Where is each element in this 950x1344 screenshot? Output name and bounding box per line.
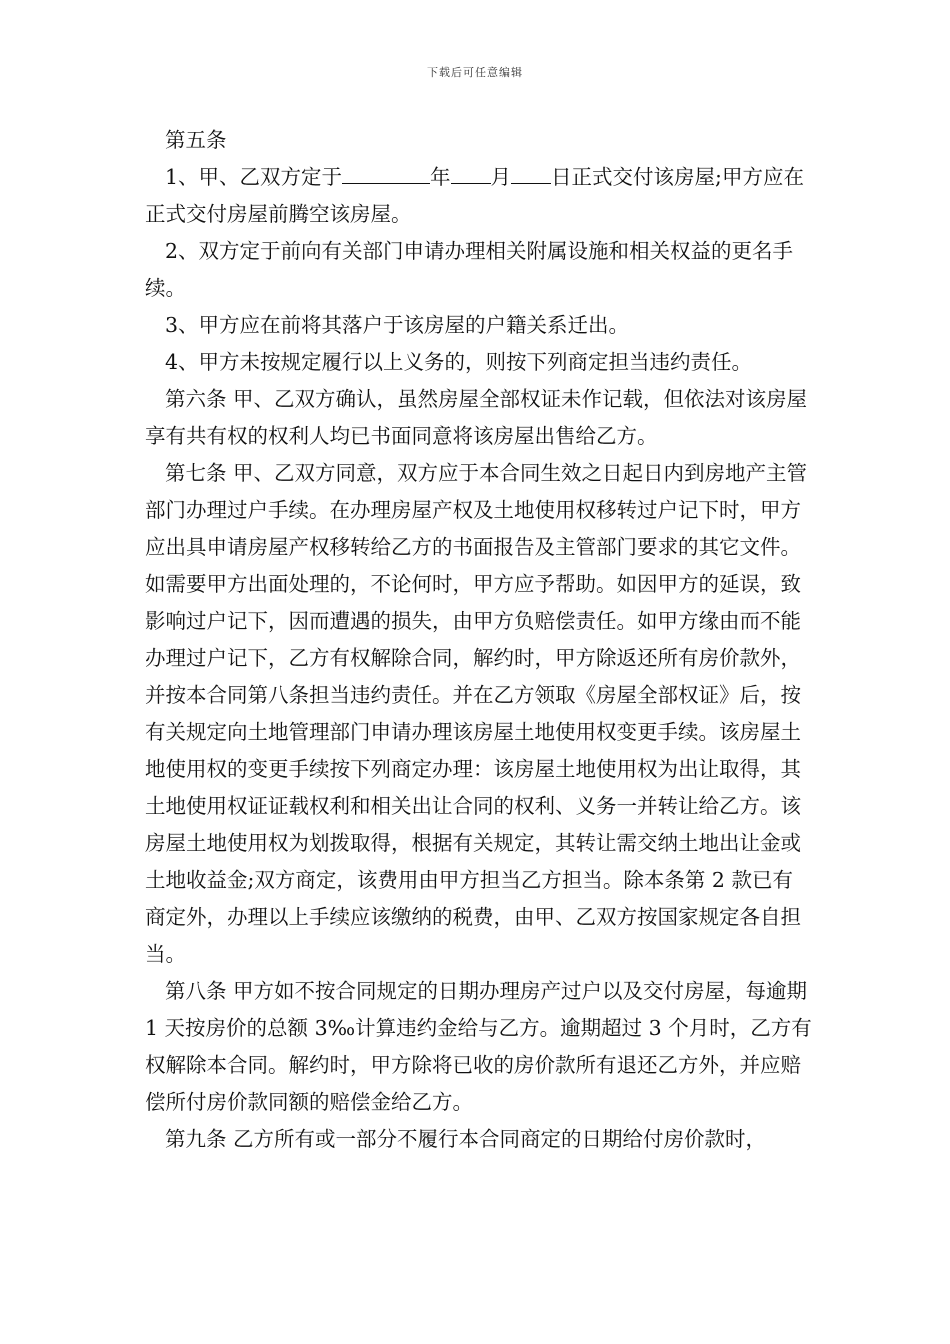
- article-5-item-1: [145, 159, 813, 233]
- page-header: 下载后可任意编辑: [427, 66, 523, 79]
- item-1-prefix: 1、甲、乙双方定于: [165, 165, 343, 189]
- item-1-suffix: 日正式交付该房屋;甲方应在正式交付房屋前腾空该房屋。: [145, 165, 804, 226]
- year-blank: [342, 161, 430, 184]
- month-blank: [451, 161, 491, 184]
- article-5-item-2: 2、双方定于前向有关部门申请办理相关附属设施和相关权益的更名手续。: [145, 239, 794, 300]
- article-9: 第九条 乙方所有或一部分不履行本合同商定的日期给付房价款时，: [165, 1127, 767, 1151]
- article-7: 第七条 甲、乙双方同意，双方应于本合同生效之日起日内到房地产主管部门办理过户手续。在办理房屋产权及土地使用权移转过户记下时，甲方应出具申请房屋产权移转给乙方的书面报告及主管部门要求的其它文件。如需要甲方出面处理的，不论何时，甲方应予帮助。如因甲方的延误，致影响过户记下，因而遭遇的损失，由甲方负赔偿责任。如甲方缘由而不能办理过户记下，乙方有权解除合同，解约时，甲方除返还所有房价款外，并按本合同第八条担当违约责任。并在乙方领取《房屋全部权证》后，按有关规定向土地管理部门申请办理该房屋土地使用权变更手续。该房屋土地使用权的变更手续按下列商定办理：该房屋土地使用权为出让取得，其土地使用权证证载权利和相关出让合同的权利、义务一并转让给乙方。该房屋土地使用权为划拨取得，根据有关规定，其转让需交纳土地出让金或土地收益金;双方商定，该费用由甲方担当乙方担当。除本条第 2 款已有商定外，办理以上手续应该缴纳的税费，由甲、乙双方按国家规定各自担当。: [145, 461, 808, 966]
- contract-body: [145, 122, 813, 1158]
- article-5-item-3: 3、甲方应在前将其落户于该房屋的户籍关系迁出。: [165, 313, 630, 337]
- month-label: 月: [490, 165, 512, 189]
- day-blank: [511, 161, 551, 184]
- article-5-item-4: 4、甲方未按规定履行以上义务的，则按下列商定担当违约责任。: [165, 350, 753, 374]
- article-5-title: 第五条: [165, 128, 227, 152]
- article-6: 第六条 甲、乙双方确认，虽然房屋全部权证未作记载，但依法对该房屋享有共有权的权利人均已书面同意将该房屋出售给乙方。: [145, 387, 808, 448]
- article-8: 第八条 甲方如不按合同规定的日期办理房产过户以及交付房屋，每逾期 1 天按房价的总额 3‰计算违约金给与乙方。逾期超过 3 个月时，乙方有权解除本合同。解约时，甲方除将已收的房价款所有退还乙方外，并应赔偿所付房价款同额的赔偿金给乙方。: [145, 979, 812, 1114]
- year-label: 年: [430, 165, 451, 189]
